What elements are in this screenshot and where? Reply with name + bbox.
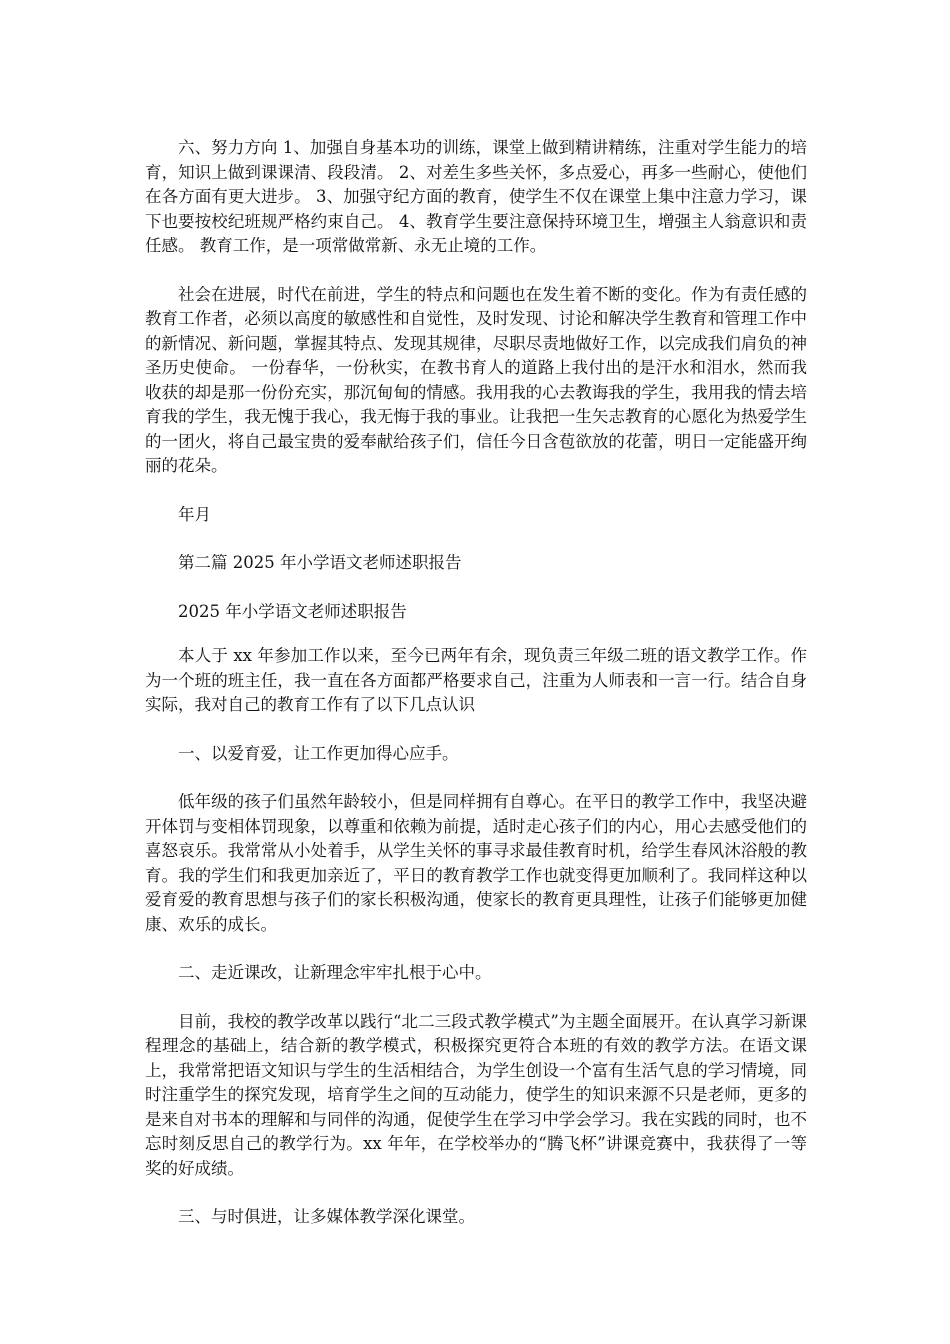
paragraph-society: 社会在进展，时代在前进，学生的特点和问题也在发生着不断的变化。作为有责任感的教育工作者，必须以高度的敏感性和自觉性，及时发现、讨论和解决学生教育和管理工作中的新情况、新问题，掌握其特点、发现其规律，尽职尽责地做好工作，以完成我们肩负的神圣历史使命。 一份春华，一份秋实，在教书育人的道路上我付出的是汗水和泪水，然而我收获的却是那一份份充实，那沉甸甸的情感。我用我的心去教诲我的学生，我用我的情去培育我的学生，我无愧于我心，我无悔于我的事业。让我把一生矢志教育的心愿化为热爱学生的一团火，将自己最宝贵的爱奉献给孩子们，信任今日含苞欲放的花蕾，明日一定能盛开绚丽的花朵。 bbox=[145, 284, 807, 475]
date-line: 年月 bbox=[178, 504, 211, 524]
section-title: 第二篇 2025 年小学语文老师述职报告 bbox=[178, 553, 462, 572]
heading-two: 二、走近课改，让新理念牢牢扎根于心中。 bbox=[178, 963, 492, 982]
document-page bbox=[145, 136, 807, 1230]
paragraph-love: 低年级的孩子们虽然年龄较小，但是同样拥有自尊心。在平日的教学工作中，我坚决避开体罚与变相体罚现象，以尊重和依赖为前提，适时走心孩子们的内心，用心去感受他们的喜怒哀乐。我常常从小处着手，从学生关怀的事寻求最佳教育时机，给学生春风沐浴般的教育。我的学生们和我更加亲近了，平日的教育教学工作也就变得更加顺利了。我同样这种以爱育爱的教育思想与孩子们的家长积极沟通，使家长的教育更具理性，让孩子们能够更加健康、欢乐的成长。 bbox=[145, 792, 807, 934]
heading-one: 一、以爱育爱，让工作更加得心应手。 bbox=[178, 743, 459, 763]
heading-three: 三、与时俱进，让多媒体教学深化课堂。 bbox=[178, 1207, 475, 1226]
paragraph-intro: 本人于 xx 年参加工作以来，至今已两年有余，现负责三年级二班的语文教学工作。作为一个班的班主任，我一直在各方面都严格要求自己，注重为人师表和一言一行。结合自身实际，我对自己的教育工作有了以下几点认识 bbox=[145, 646, 807, 714]
paragraph-reform: 目前，我校的教学改革以践行“北二三段式教学模式”为主题全面展开。在认真学习新课程理念的基础上，结合新的教学模式，积极探究更符合本班的有效的教学方法。在语文课上，我常常把语文知识与学生的生活相结合，为学生创设一个富有生活气息的学习情境，同时注重学生的探究发现，培育学生之间的互动能力，使学生的知识来源不只是老师，更多的是来自对书本的理解和与同伴的沟通，促使学生在学习中学会学习。我在实践的同时，也不忘时刻反思自己的教学行为。xx 年年，在学校举办的“腾飞杯”讲课竞赛中，我获得了一等奖的好成绩。 bbox=[145, 1011, 807, 1178]
paragraph-direction: 六、努力方向 1、加强自身基本功的训练，课堂上做到精讲精练，注重对学生能力的培育，知识上做到课课清、段段清。 2、对差生多些关怀，多点爱心，再多一些耐心，使他们在各方面有更大进步。 3、加强守纪方面的教育，使学生不仅在课堂上集中注意力学习，课下也要按校纪班规严格约束自己。 4、教育学生要注意保持环境卫生，增强主人翁意识和责任感。 教育工作，是一项常做常新、永无止境的工作。 bbox=[145, 138, 807, 255]
report-title: 2025 年小学语文老师述职报告 bbox=[178, 601, 407, 621]
